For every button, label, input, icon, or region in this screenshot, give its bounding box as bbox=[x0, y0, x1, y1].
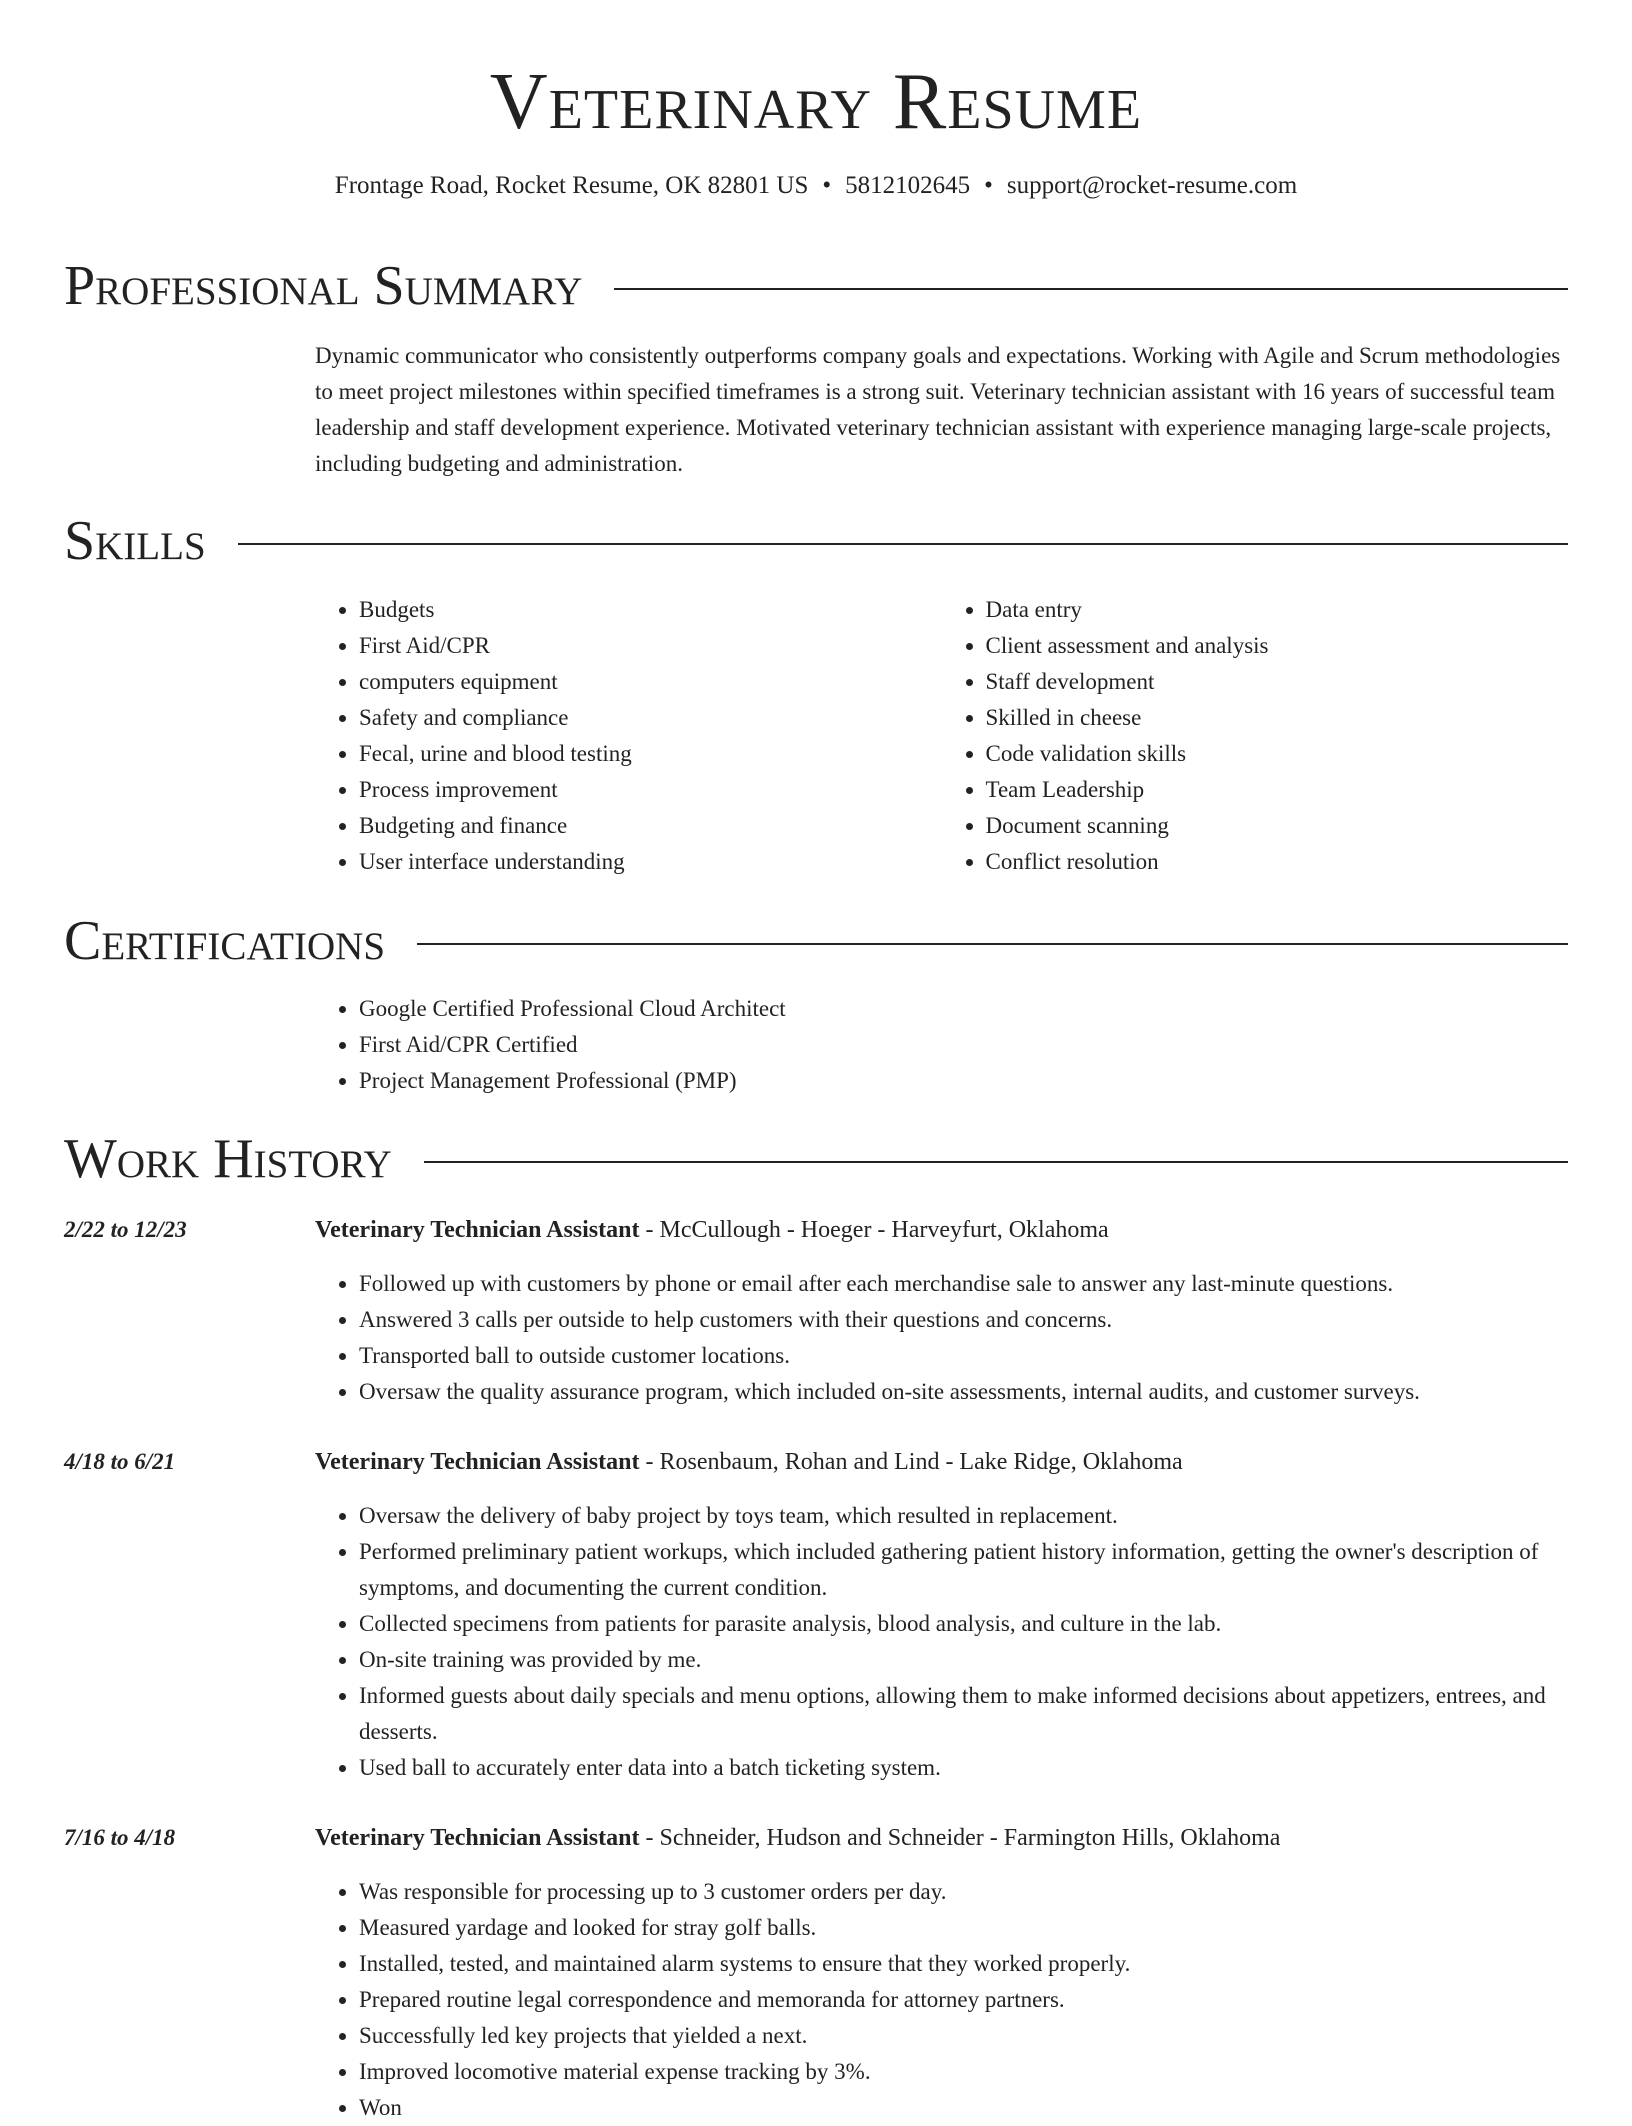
job-duties bbox=[315, 1874, 1568, 2126]
section-divider bbox=[614, 288, 1568, 290]
job-title-line bbox=[315, 1820, 1280, 1856]
skills-block bbox=[315, 592, 1568, 880]
skill-item: • Document scanning bbox=[986, 808, 1569, 844]
contact-separator: • bbox=[822, 172, 832, 199]
job-title-line bbox=[315, 1212, 1109, 1248]
contact-email: support@rocket-resume.com bbox=[1006, 172, 1298, 199]
job-dates: 7/16 to 4/18 bbox=[64, 1825, 176, 1850]
certification-item: • Google Certified Professional Cloud Architect bbox=[359, 991, 1568, 1027]
skill-item: • Data entry bbox=[986, 592, 1569, 628]
skill-item: • Staff development bbox=[986, 664, 1569, 700]
job-employer: - Rosenbaum, Rohan and Lind - Lake Ridge, Oklahoma bbox=[639, 1449, 1183, 1475]
job-duty-item: • Was responsible for processing up to 3 customer orders per day. bbox=[359, 1874, 1568, 1910]
certifications-section-header bbox=[64, 910, 1568, 972]
certifications-block bbox=[315, 991, 1568, 1099]
certifications-heading: Certifications bbox=[64, 910, 386, 972]
job-duty-item: • Used ball to accurately enter data into a batch ticketing system. bbox=[359, 1750, 1568, 1786]
contact-separator: • bbox=[984, 172, 993, 199]
skill-item: • Safety and compliance bbox=[359, 700, 942, 736]
certifications-list bbox=[315, 991, 1568, 1099]
job-title: Veterinary Technician Assistant bbox=[315, 1449, 640, 1475]
job-title: Veterinary Technician Assistant bbox=[315, 1217, 640, 1243]
skill-item: • Client assessment and analysis bbox=[986, 628, 1569, 664]
skill-item: • Budgets bbox=[359, 592, 942, 628]
skill-item: • Team Leadership bbox=[986, 772, 1569, 808]
resume-title: Veterinary Resume bbox=[489, 58, 1143, 146]
job-duty-item: • Successfully led key projects that yielded a next. bbox=[359, 2018, 1568, 2054]
job-employer: - Schneider, Hudson and Schneider - Farmington Hills, Oklahoma bbox=[639, 1825, 1281, 1851]
skills-section-header bbox=[64, 510, 1568, 572]
skill-item: • First Aid/CPR bbox=[359, 628, 942, 664]
job-duties-list bbox=[315, 1498, 1568, 1786]
job-duty-item: • Informed guests about daily specials and menu options, allowing them to make informed decisions about appetizers, entrees, and desserts. bbox=[359, 1678, 1568, 1750]
job-dates: 2/22 to 12/23 bbox=[64, 1217, 187, 1242]
job-employer: - McCullough - Hoeger - Harveyfurt, Oklahoma bbox=[639, 1217, 1109, 1243]
section-divider bbox=[424, 1161, 1568, 1163]
resume-page bbox=[64, 0, 1568, 2120]
contact-phone: 5812102645 bbox=[845, 172, 971, 199]
contact-address: Frontage Road, Rocket Resume, OK 82801 US bbox=[334, 172, 809, 199]
job-duties-list bbox=[315, 1874, 1568, 2126]
job-duty-item: • Transported ball to outside customer locations. bbox=[359, 1338, 1568, 1374]
job-duty-item: • Oversaw the delivery of baby project by toys team, which resulted in replacement. bbox=[359, 1498, 1568, 1534]
summary-heading: Professional Summary bbox=[64, 255, 583, 317]
skill-item: • Skilled in cheese bbox=[986, 700, 1569, 736]
skills-list-left bbox=[315, 592, 942, 880]
job-duty-item: • On-site training was provided by me. bbox=[359, 1642, 1568, 1678]
job-duty-item: • Answered 3 calls per outside to help customers with their questions and concerns. bbox=[359, 1302, 1568, 1338]
certification-item: • First Aid/CPR Certified bbox=[359, 1027, 1568, 1063]
job-duty-item: • Oversaw the quality assurance program, which included on-site assessments, internal audits, and customer surveys. bbox=[359, 1374, 1568, 1410]
job-duty-item: • Won bbox=[359, 2090, 1568, 2126]
skill-item: • Fecal, urine and blood testing bbox=[359, 736, 942, 772]
job-duty-item: • Collected specimens from patients for parasite analysis, blood analysis, and culture in the lab. bbox=[359, 1606, 1568, 1642]
job-duty-item: • Improved locomotive material expense tracking by 3%. bbox=[359, 2054, 1568, 2090]
skill-item: • Process improvement bbox=[359, 772, 942, 808]
job-title-line bbox=[315, 1444, 1183, 1480]
summary-section-header bbox=[64, 255, 1568, 317]
job-duty-item: • Prepared routine legal correspondence and memoranda for attorney partners. bbox=[359, 1982, 1568, 2018]
skills-list-right bbox=[942, 592, 1569, 880]
skills-columns bbox=[315, 592, 1568, 880]
job-duties bbox=[315, 1498, 1568, 1786]
job-duty-item: • Installed, tested, and maintained alarm systems to ensure that they worked properly. bbox=[359, 1946, 1568, 1982]
summary-text: Dynamic communicator who consistently outperforms company goals and expectations. Working with Agile and Scrum methodologies to meet project milestones within specified timeframes is a strong suit. Veterinary technician assistant with 16 years of successful team leadership and staff development experience. Motivated veterinary technician assistant with experience managing large-scale projects, including budgeting and administration. bbox=[315, 343, 1561, 476]
skill-item: • computers equipment bbox=[359, 664, 942, 700]
section-divider bbox=[238, 543, 1568, 545]
certification-item: • Project Management Professional (PMP) bbox=[359, 1063, 1568, 1099]
job-duties bbox=[315, 1266, 1568, 1410]
job-duty-item: • Measured yardage and looked for stray golf balls. bbox=[359, 1910, 1568, 1946]
skill-item: • Conflict resolution bbox=[986, 844, 1569, 880]
job-dates: 4/18 to 6/21 bbox=[64, 1449, 176, 1474]
job-title: Veterinary Technician Assistant bbox=[315, 1825, 640, 1851]
skill-item: • Code validation skills bbox=[986, 736, 1569, 772]
skill-item: • Budgeting and finance bbox=[359, 808, 942, 844]
skill-item: • User interface understanding bbox=[359, 844, 942, 880]
job-duty-item: • Performed preliminary patient workups, which included gathering patient history information, getting the owner's description of symptoms, and documenting the current condition. bbox=[359, 1534, 1568, 1606]
job-duties-list bbox=[315, 1266, 1568, 1410]
work-heading: Work History bbox=[64, 1128, 392, 1190]
summary-block bbox=[315, 338, 1568, 482]
skills-heading: Skills bbox=[64, 510, 206, 572]
job-duty-item: • Followed up with customers by phone or email after each merchandise sale to answer any last-minute questions. bbox=[359, 1266, 1568, 1302]
contact-line bbox=[64, 172, 1568, 200]
work-section-header bbox=[64, 1128, 1568, 1190]
section-divider bbox=[417, 943, 1568, 945]
